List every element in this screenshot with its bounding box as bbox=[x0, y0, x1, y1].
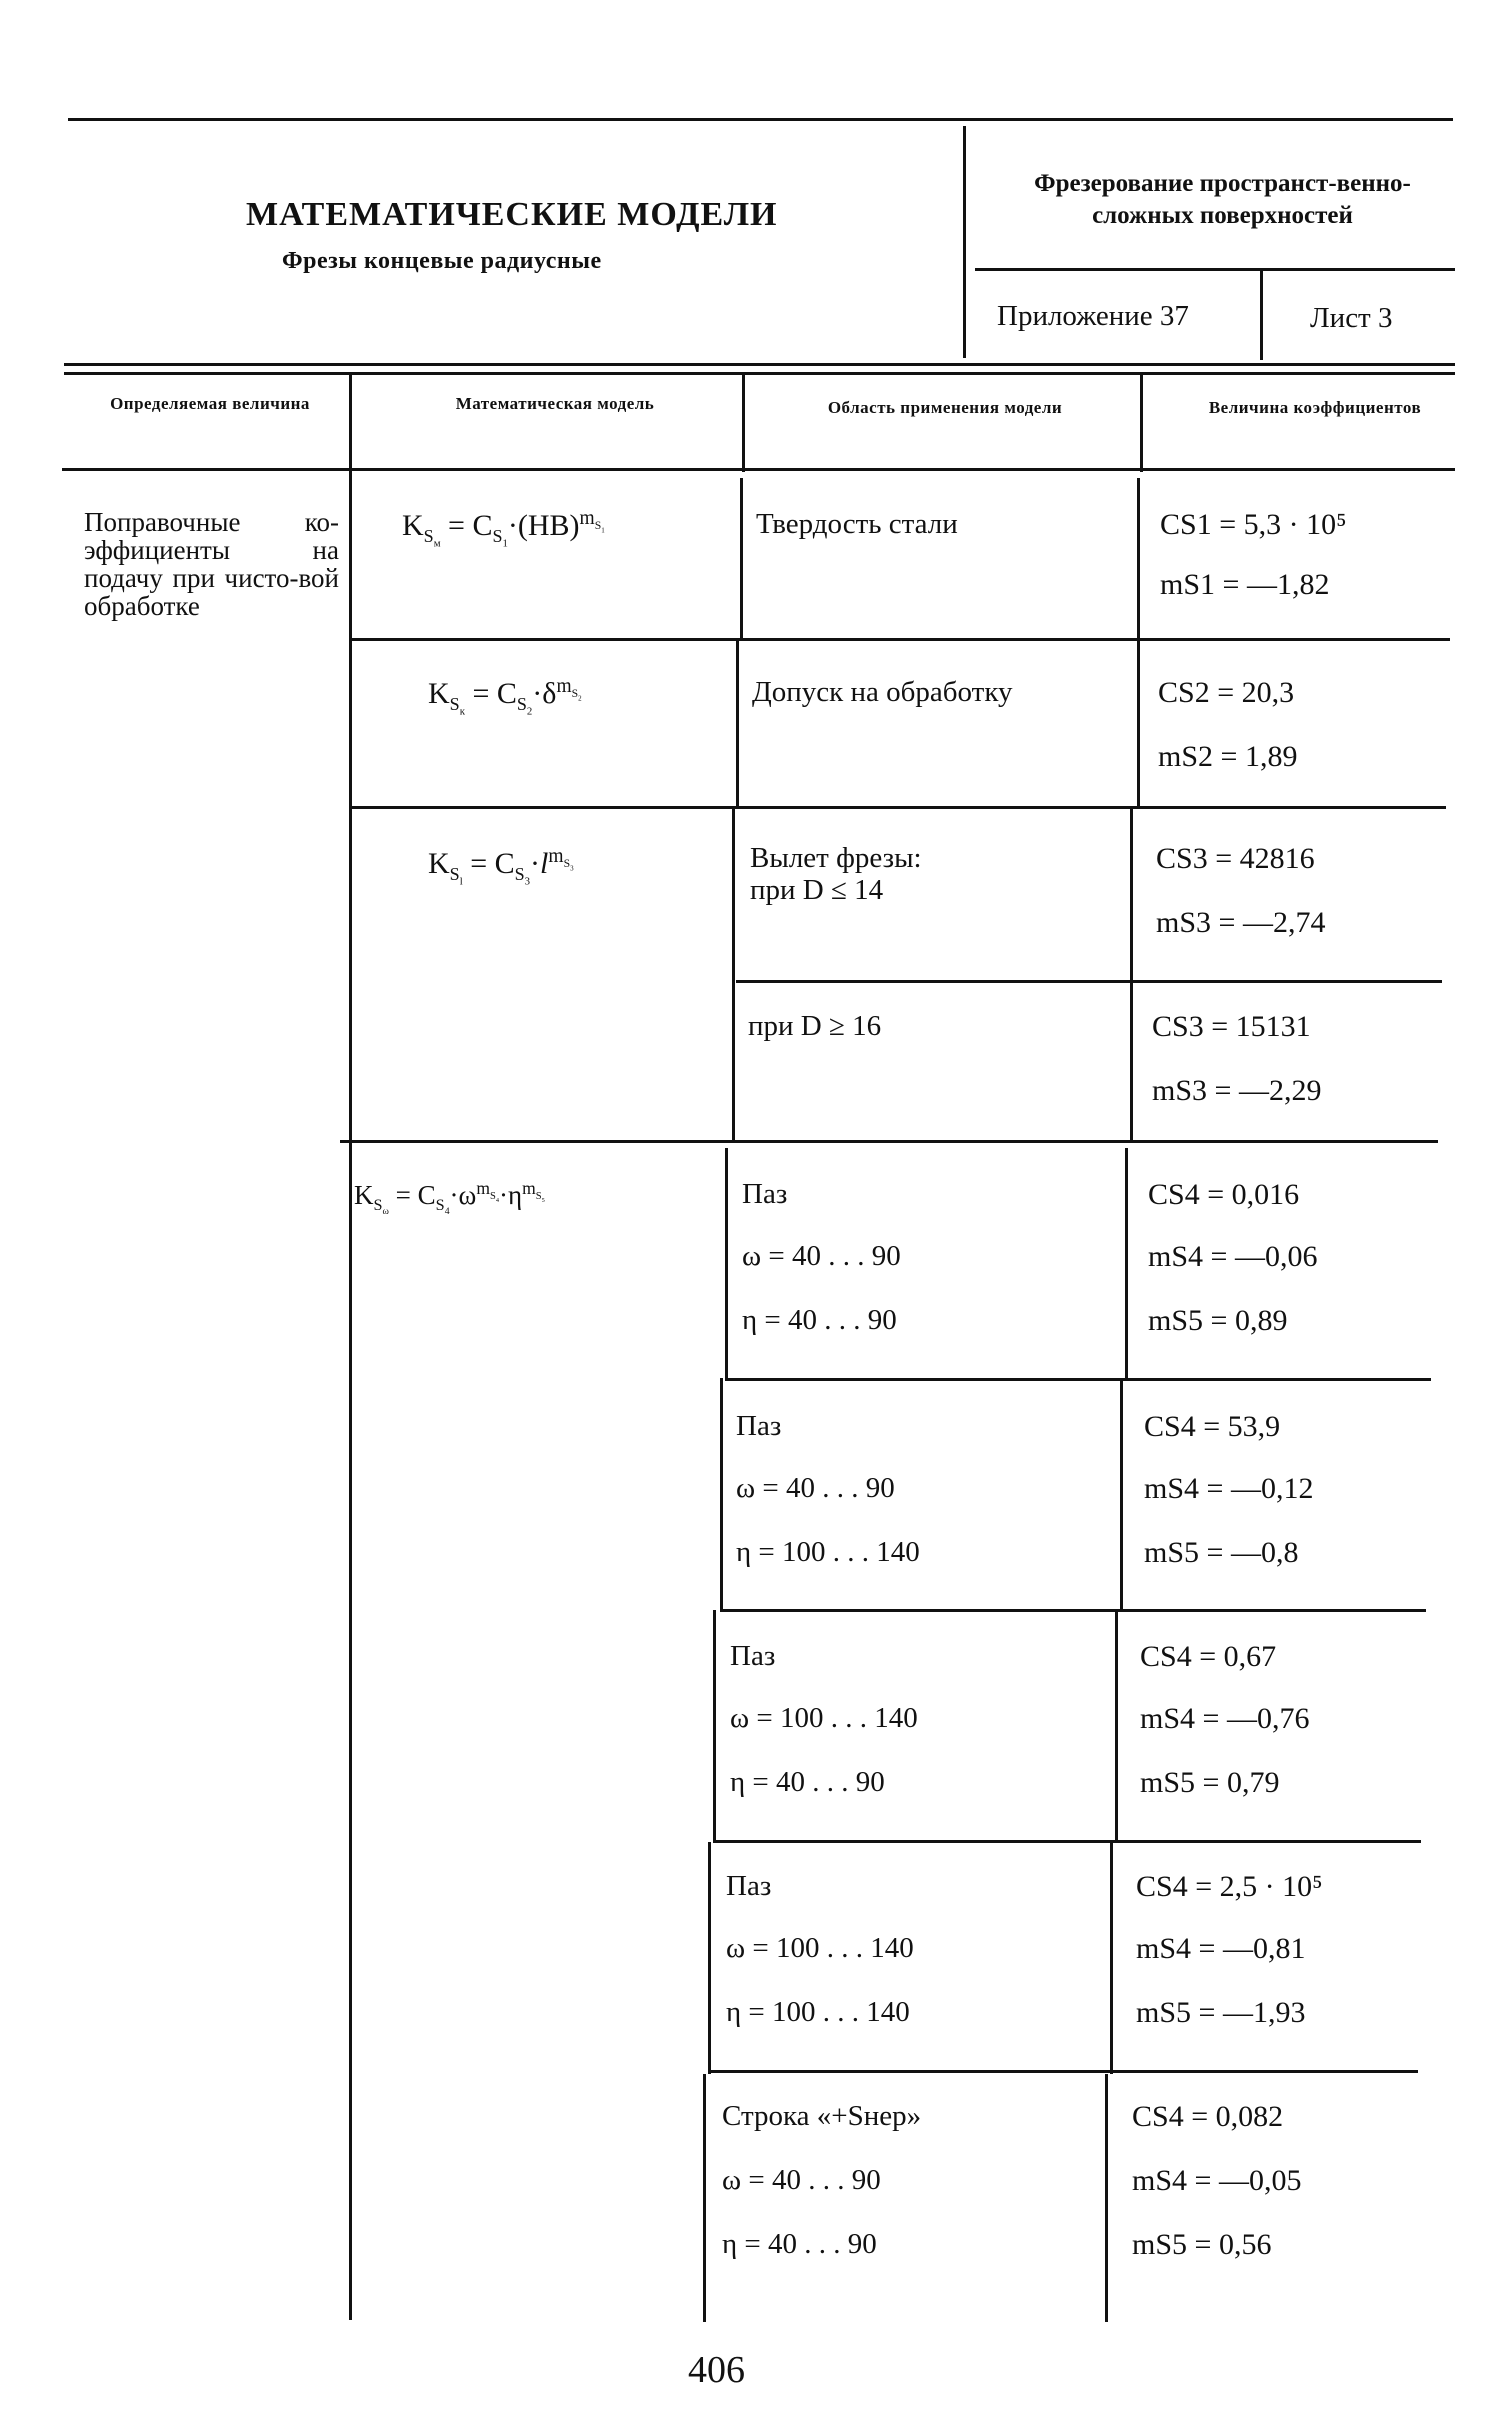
formula-tolerance: $K_{S_к} = C_{S_2}\cdot\delta^{m_{S_2}}$ bbox=[428, 676, 582, 718]
header-box-divider bbox=[1260, 270, 1263, 360]
row-rule-6 bbox=[720, 1609, 1426, 1612]
document-subtitle: Фрезы концевые радиусные bbox=[282, 248, 602, 274]
scope-row2-line1: Допуск на обработку bbox=[752, 676, 1013, 708]
formula-overhang: $K_{S_l} = C_{S_3}\cdot l^{m_{S_3}}$ bbox=[428, 846, 574, 888]
document-title: МАТЕМАТИЧЕСКИЕ МОДЕЛИ bbox=[246, 196, 778, 233]
row-rule-5 bbox=[725, 1378, 1431, 1381]
quantity-description: Поправочные ко-эффициенты на подачу при чисто-вой обработке bbox=[84, 507, 339, 621]
sheet-label: Лист 3 bbox=[1310, 302, 1393, 334]
scope-row8-line3: η = 100 . . . 140 bbox=[726, 1996, 910, 2028]
row-rule-3 bbox=[736, 980, 1442, 983]
coef-row6-line3: mS5 = —0,8 bbox=[1144, 1536, 1299, 1569]
scope-row5-line3: η = 40 . . . 90 bbox=[742, 1304, 897, 1336]
header-divider bbox=[963, 126, 966, 358]
col-rule-2h bbox=[703, 2074, 706, 2322]
col-rule-2g bbox=[708, 1842, 711, 2074]
col-rule-2c bbox=[732, 808, 735, 1140]
col-rule-2a bbox=[740, 478, 743, 640]
scope-row5-line1: Паз bbox=[742, 1178, 788, 1210]
col-rule-2f bbox=[713, 1610, 716, 1842]
scope-row5-line2: ω = 40 . . . 90 bbox=[742, 1240, 901, 1272]
row-rule-4 bbox=[340, 1140, 1438, 1143]
col-header-quantity: Определяемая величина bbox=[110, 394, 310, 413]
header-box-top-rule bbox=[975, 268, 1455, 271]
coef-row4-line1: CS3 = 15131 bbox=[1152, 1010, 1311, 1043]
col-rule-3g bbox=[1105, 2074, 1108, 2322]
scope-row6-line2: ω = 40 . . . 90 bbox=[736, 1472, 895, 1504]
coef-row9-line2: mS4 = —0,05 bbox=[1132, 2164, 1302, 2197]
col-rule-2e bbox=[720, 1378, 723, 1610]
scope-row4-line1: при D ≥ 16 bbox=[748, 1010, 882, 1042]
scope-row1-line1: Твердость стали bbox=[756, 508, 958, 540]
coef-row6-line1: CS4 = 53,9 bbox=[1144, 1410, 1281, 1443]
col-rule-2-upper bbox=[742, 372, 745, 472]
coef-row8-line3: mS5 = —1,93 bbox=[1136, 1996, 1306, 2029]
coef-row7-line2: mS4 = —0,76 bbox=[1140, 1702, 1310, 1735]
col-rule-3a bbox=[1137, 478, 1140, 808]
header-top-rule bbox=[68, 118, 1453, 121]
col-rule-3d bbox=[1120, 1380, 1123, 1612]
col-header-model: Математическая модель bbox=[455, 394, 655, 413]
coef-row3-line1: CS3 = 42816 bbox=[1156, 842, 1315, 875]
scope-row8-line1: Паз bbox=[726, 1870, 772, 1902]
column-header-top-rule bbox=[64, 372, 1455, 375]
col-rule-3b bbox=[1130, 808, 1133, 1140]
header-bottom-rule bbox=[64, 363, 1455, 366]
scope-row9-line3: η = 40 . . . 90 bbox=[722, 2228, 877, 2260]
coef-row1-line1: CS1 = 5,3 · 10⁵ bbox=[1160, 508, 1347, 541]
coef-row3-line2: mS3 = —2,74 bbox=[1156, 906, 1326, 939]
coef-row4-line2: mS3 = —2,29 bbox=[1152, 1074, 1322, 1107]
scope-row3-line2: при D ≤ 14 bbox=[750, 874, 884, 906]
col-rule-3-upper bbox=[1140, 372, 1143, 472]
coef-row1-line2: mS1 = —1,82 bbox=[1160, 568, 1330, 601]
coef-row7-line1: CS4 = 0,67 bbox=[1140, 1640, 1277, 1673]
scope-row6-line3: η = 100 . . . 140 bbox=[736, 1536, 920, 1568]
scope-row9-line1: Строка «+Sнер» bbox=[722, 2100, 922, 2132]
scope-row8-line2: ω = 100 . . . 140 bbox=[726, 1932, 914, 1964]
coef-row9-line3: mS5 = 0,56 bbox=[1132, 2228, 1272, 2261]
page-number: 406 bbox=[688, 2349, 745, 2391]
coef-row2-line1: CS2 = 20,3 bbox=[1158, 676, 1295, 709]
appendix-label: Приложение 37 bbox=[997, 300, 1189, 332]
coef-row5-line3: mS5 = 0,89 bbox=[1148, 1304, 1288, 1337]
coef-row2-line2: mS2 = 1,89 bbox=[1158, 740, 1298, 773]
col-header-coefficients: Величина коэффициентов bbox=[1208, 398, 1422, 417]
row-rule-1 bbox=[352, 638, 1450, 641]
col-header-scope: Область применения модели bbox=[827, 398, 1063, 417]
formula-hardness: $K_{S_м} = C_{S_1}\cdot(HB)^{m_{S_1}}$ bbox=[402, 508, 605, 550]
scope-row7-line1: Паз bbox=[730, 1640, 776, 1672]
formula-slot: $K_{S_\omega} = C_{S_4}\cdot\omega^{m_{S_4}}\cdot\eta^{m_{S_5}}$ bbox=[354, 1178, 545, 1218]
section-title: Фрезерование пространст-венно-сложных поверхностей bbox=[1034, 170, 1411, 229]
scope-row3-line1: Вылет фрезы: bbox=[750, 842, 922, 874]
scope-row6-line1: Паз bbox=[736, 1410, 782, 1442]
row-rule-7 bbox=[713, 1840, 1421, 1843]
col-rule-3e bbox=[1115, 1612, 1118, 1842]
col-rule-3c bbox=[1125, 1148, 1128, 1380]
scope-row7-line3: η = 40 . . . 90 bbox=[730, 1766, 885, 1798]
col-rule-3f bbox=[1110, 1842, 1113, 2074]
coef-row5-line1: CS4 = 0,016 bbox=[1148, 1178, 1300, 1211]
coef-row7-line3: mS5 = 0,79 bbox=[1140, 1766, 1280, 1799]
coef-row9-line1: CS4 = 0,082 bbox=[1132, 2100, 1284, 2133]
row-rule-2 bbox=[352, 806, 1446, 809]
col-rule-1 bbox=[349, 372, 352, 2320]
coef-row6-line2: mS4 = —0,12 bbox=[1144, 1472, 1314, 1505]
column-header-bottom-rule bbox=[62, 468, 1455, 471]
row-rule-8 bbox=[708, 2070, 1418, 2073]
scope-row9-line2: ω = 40 . . . 90 bbox=[722, 2164, 881, 2196]
col-rule-2b bbox=[736, 640, 739, 808]
coef-row8-line2: mS4 = —0,81 bbox=[1136, 1932, 1306, 1965]
coef-row5-line2: mS4 = —0,06 bbox=[1148, 1240, 1318, 1273]
col-rule-2d bbox=[725, 1148, 728, 1378]
coef-row8-line1: CS4 = 2,5 · 10⁵ bbox=[1136, 1870, 1323, 1903]
scope-row7-line2: ω = 100 . . . 140 bbox=[730, 1702, 918, 1734]
